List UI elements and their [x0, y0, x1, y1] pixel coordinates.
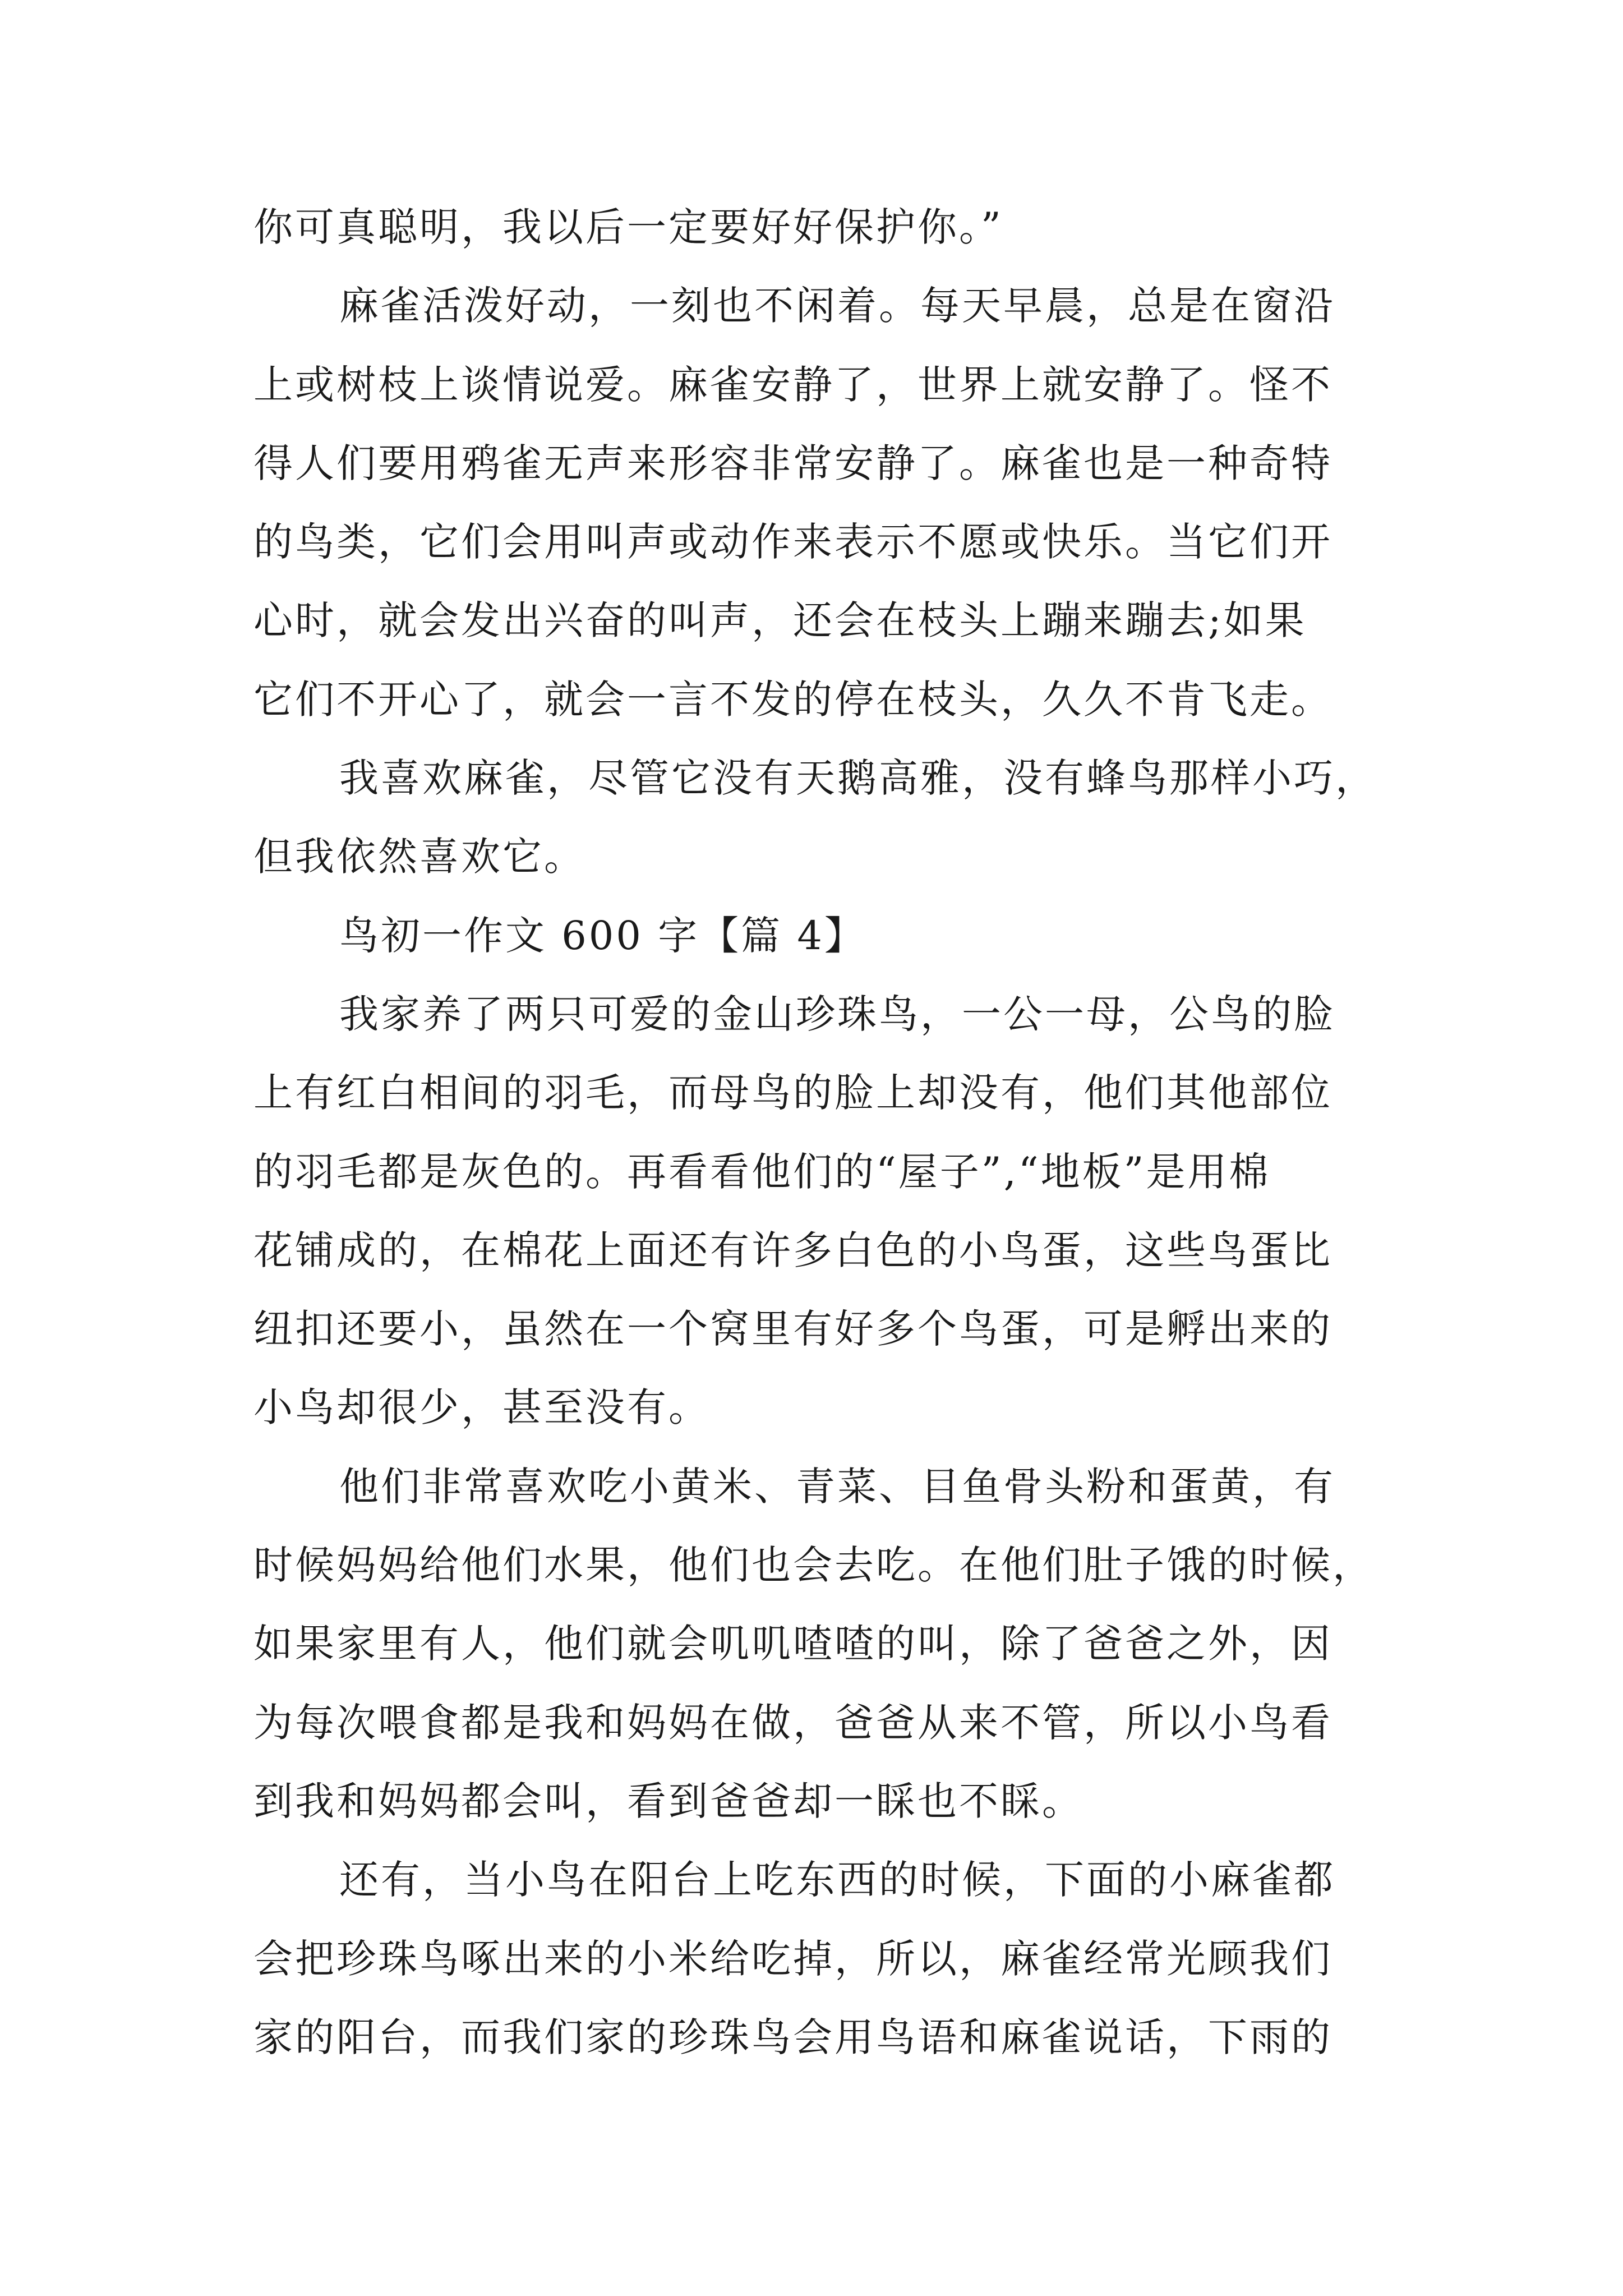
- text-line: 得人们要用鸦雀无声来形容非常安静了。麻雀也是一种奇特: [253, 440, 1332, 486]
- text-line: 我家养了两只可爱的金山珍珠鸟，一公一母，公鸟的脸: [339, 991, 1335, 1037]
- text-line: 你可真聪明，我以后一定要好好保护你。”: [253, 204, 1003, 250]
- text-line: 会把珍珠鸟啄出来的小米给吃掉，所以，麻雀经常光顾我们: [253, 1935, 1332, 1982]
- text-line: 上或树枝上谈情说爱。麻雀安静了，世界上就安静了。怪不: [253, 361, 1332, 408]
- text-line: 麻雀活泼好动，一刻也不闲着。每天早晨，总是在窗沿: [339, 283, 1335, 329]
- text-line: 为每次喂食都是我和妈妈在做，爸爸从来不管，所以小鸟看: [253, 1699, 1332, 1746]
- body-text: [253, 188, 1389, 2077]
- text-line: 他们非常喜欢吃小黄米、青菜、目鱼骨头粉和蛋黄，有: [339, 1463, 1335, 1510]
- text-line: 家的阳台，而我们家的珍珠鸟会用鸟语和麻雀说话，下雨的: [253, 2014, 1332, 2060]
- text-line: 的鸟类，它们会用叫声或动作来表示不愿或快乐。当它们开: [253, 519, 1332, 565]
- text-line: 心时，就会发出兴奋的叫声，还会在枝头上蹦来蹦去;如果: [253, 597, 1307, 644]
- text-line: 我喜欢麻雀，尽管它没有天鹅高雅，没有蜂鸟那样小巧，: [339, 755, 1377, 802]
- text-line: 纽扣还要小，虽然在一个窝里有好多个鸟蛋，可是孵出来的: [253, 1306, 1332, 1352]
- text-line: 上有红白相间的羽毛，而母鸟的脸上却没有，他们其他部位: [253, 1070, 1332, 1116]
- text-line: 还有，当小鸟在阳台上吃东西的时候，下面的小麻雀都: [339, 1857, 1335, 1903]
- text-line: 鸟初一作文 600 字【篇 4】: [339, 912, 866, 959]
- text-line: 的羽毛都是灰色的。再看看他们的“屋子”,“地板”是用棉: [253, 1148, 1271, 1195]
- text-line: 花铺成的，在棉花上面还有许多白色的小鸟蛋，这些鸟蛋比: [253, 1227, 1332, 1273]
- text-line: 时候妈妈给他们水果，他们也会去吃。在他们肚子饿的时候，: [253, 1542, 1374, 1589]
- text-line: 但我依然喜欢它。: [253, 834, 585, 880]
- text-line: 到我和妈妈都会叫，看到爸爸却一睬也不睬。: [253, 1778, 1083, 1824]
- text-line: 如果家里有人，他们就会叽叽喳喳的叫，除了爸爸之外，因: [253, 1621, 1332, 1667]
- text-line: 小鸟却很少，甚至没有。: [253, 1384, 710, 1431]
- text-line: 它们不开心了，就会一言不发的停在枝头，久久不肯飞走。: [253, 676, 1332, 723]
